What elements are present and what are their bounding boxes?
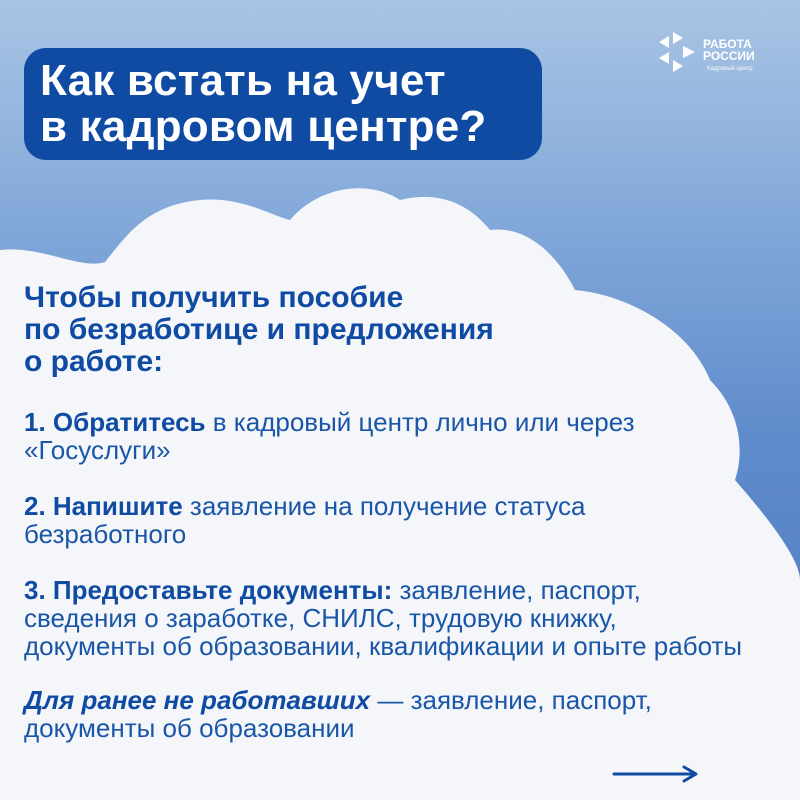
title-banner [24, 48, 542, 160]
step-3-text: заявление, паспорт, сведения о заработке, СНИЛС, трудовую книжку, документы об образовании, квалификации и опыте работы [24, 575, 743, 661]
note-italic: Для ранее не работавших [24, 685, 371, 715]
heading-line-3: о работе: [24, 345, 164, 378]
logo-subtitle: Кадровый центр [707, 66, 753, 72]
section-heading [24, 282, 744, 378]
main-content [24, 282, 744, 768]
step-2-bold: 2. Напишите [24, 491, 183, 521]
step-3-bold: 3. Предоставьте документы: [24, 575, 393, 605]
title-line-2: в кадровом центре? [40, 102, 487, 151]
step-3 [24, 576, 744, 660]
heading-line-1: Чтобы получить пособие [24, 281, 404, 314]
step-1-bold: 1. Обратитесь [24, 407, 206, 437]
note [24, 686, 744, 742]
logo-brand [703, 38, 755, 62]
title-line-1: Как встать на учет [40, 56, 446, 105]
step-2 [24, 492, 744, 548]
arrow-right-icon [612, 764, 702, 784]
logo-brand-line-2: РОССИИ [703, 49, 755, 63]
heading-line-2: по безработице и предложения [24, 313, 494, 346]
step-2-text: заявление на получение статуса безработного [24, 491, 586, 549]
note-text: — заявление, паспорт, документы об образовании [24, 685, 652, 743]
step-1 [24, 408, 744, 464]
logo [655, 30, 775, 80]
step-1-text: в кадровый центр лично или через «Госуслуги» [24, 407, 635, 465]
logo-brand-line-1: РАБОТА [703, 37, 752, 51]
logo-arrows-icon [655, 30, 699, 74]
